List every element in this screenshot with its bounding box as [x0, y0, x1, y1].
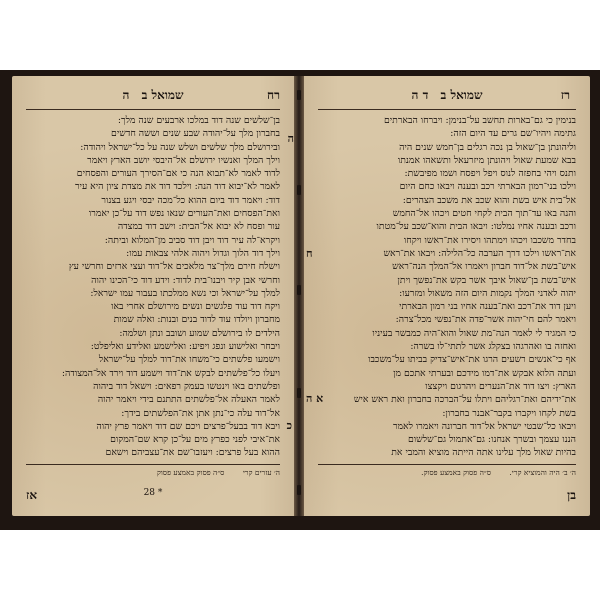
text-line: והנה באו עד־תוך הבית לקחי חטים ויכהו אל־החמש	[392, 208, 576, 220]
text-line: ואת־הפסחים ואת־העורים שנאו נפש דוד על־כן יאמרו	[88, 208, 280, 220]
left-footnote-2: ס״ה פסוק באמצע פסוק	[156, 468, 225, 477]
text-line: הילדים לו בירושלם שמוע ושובב ונתן ושלמה:	[119, 327, 280, 339]
right-footnote-2: ס״ה פסוק באמצע פסוק.	[421, 468, 492, 477]
left-running-title	[26, 88, 280, 103]
text-line: ויבא דוד בבעל־פרצים ויכם שם דוד ויאמר פרץ יהוה	[96, 420, 280, 432]
left-footnote-rule	[26, 464, 280, 465]
text-line: ויען דוד את־רכב ואת־בענה אחיו בני רמון הבארתי	[399, 301, 576, 313]
text-line: ובירושלם מלך שלשים ושלש שנה על כל־ישראל ויהודה:	[80, 141, 280, 153]
text-line: אל־בית איש בשת והוא שכב את משכב הצהרים:	[402, 194, 576, 206]
right-footnote-rule	[318, 464, 576, 465]
text-line: אל־דוד עלה כי־נתן אתן את־הפלשתים בידך:	[121, 407, 280, 419]
text-line: בחדר משכבו ויכהו וימתהו ויסירו את־ראשו ויקחו	[403, 234, 576, 246]
text-line: לאמר האעלה אל־פלשתים התתנם בידי ויאמר יהוה	[97, 394, 280, 406]
text-line: ואחזה בו ואהרגהו בצקלג אשר לתתי־לו בשרה:	[410, 341, 576, 353]
text-line: איש־בשת אל־דוד חברון ויאמרו אל־המלך הנה־ראש	[392, 261, 576, 273]
left-margin-letter-mid: כ	[286, 419, 292, 432]
binding-stitch	[297, 388, 301, 398]
text-line: וילך דוד הלוך וגדול ויהוה אלהי צבאות עמו:	[126, 247, 280, 259]
text-line: ההוא בעל פרצים: ויעזבו־שם את־עצביהם וישאם	[105, 447, 280, 459]
left-page-bottom	[26, 488, 280, 504]
text-line: את־ראשו וילכו דרך הערבה כל־הלילה: ויבאו את־ראש	[383, 247, 576, 259]
text-line: וישלח חירם מלך־צר מלאכים אל־דוד ועצי ארזים וחרשי עץ	[68, 261, 280, 273]
right-margin-letter: ח	[306, 247, 313, 260]
right-footnotes	[318, 468, 576, 482]
binding-stitch	[297, 485, 301, 495]
text-line: הארץ: ויצו דוד את־הנערים ויהרגום ויקצצו	[425, 380, 576, 392]
text-line: ויקרא־לה עיר דוד ויבן דוד סביב מן־המלוא וביתה:	[104, 234, 280, 246]
left-chapter-ref: ה	[122, 88, 130, 102]
text-line: וילכו בני־רמון הבארתי רכב ובענה ויבאו כחם היום	[399, 181, 576, 193]
text-line: ויעלו כל־פלשתים לבקש את־דוד וישמע דוד וירד אל־המצודה:	[61, 367, 280, 379]
right-page	[304, 76, 590, 516]
right-folio: רז	[560, 88, 570, 102]
left-footnotes	[26, 468, 280, 482]
right-page-text	[318, 114, 576, 459]
left-signature: אז	[26, 488, 38, 502]
text-line: את־איבי לפני כפרץ מים על־כן קרא שם־המקום	[110, 434, 280, 446]
text-line: כי המגיד לי לאמר הנה־מת שאול והוא־היה כמבשר בעיניו	[372, 327, 576, 339]
text-line: ועתה הלוא אבקש את־דמו מידכם ובערתי אתכם מן	[393, 367, 576, 379]
text-line: עור ופסח לא יבוא אל־הבית: וישב דוד במצדה	[117, 221, 280, 233]
text-line: בהיות שאול מלך עלינו אתה הייתה מוציא והמבי את	[391, 447, 576, 459]
text-line: ופלשתים באו וינטשו בעמק רפאים: וישאל דוד ביהוה	[93, 380, 280, 392]
left-book-name: שמואל ב	[141, 88, 184, 102]
text-line: ורכב ובענה אחיו נמלטו: ויבאו הבית והוא־שכב על־מטתו	[376, 221, 576, 233]
text-line: בשת לקחו ויקברו בקבר־אבנר בחברון:	[442, 407, 576, 419]
text-line: בבא שמעת שאול ויהונתן מיזרעאל ותשאהו אמנתו	[397, 154, 576, 166]
book-gutter	[294, 76, 304, 516]
binding-stitch	[297, 185, 301, 195]
text-line: ויבאו כל־שבטי ישראל אל־דוד חברונה ויאמרו לאמר	[392, 420, 576, 432]
right-catchword: בן	[567, 488, 576, 502]
text-line: בחברון מלך על־יהודה שבע שנים וששה חדשים	[111, 128, 280, 140]
right-page-bottom	[318, 488, 576, 504]
left-page	[12, 76, 294, 516]
right-running-title	[318, 88, 576, 103]
left-signature-number: 28 *	[143, 488, 163, 498]
text-line: למלך על־ישראל וכי נשא ממלכתו בעבור עמו ישראל:	[90, 287, 280, 299]
text-line: דוד: ויאמר דוד ביום ההוא כל־מכה יבסי ויגע בצנור	[101, 194, 280, 206]
text-line: ותנס ויהי בחפזה לנוס ויפל ויפסח ושמו מפיבשת:	[404, 168, 576, 180]
text-line: בן־שלשים שנה דוד במלכו ארבעים שנה מלך:	[117, 115, 280, 126]
text-line: אף כי־אנשים רשעים הרגו את־איש־צדיק בביתו על־משכבו	[368, 354, 576, 366]
text-line: גתימה ויהיו־שם גרים עד היום הזה:	[450, 128, 576, 140]
right-margin-letters: א ה	[306, 392, 324, 405]
text-line: מחברון ויולדו עוד לדוד בנים ובנות: ואלה שמות	[113, 314, 280, 326]
left-folio: רח	[267, 88, 280, 102]
right-header-rule	[318, 109, 576, 110]
right-book-name: שמואל ב	[440, 88, 483, 102]
binding-stitch	[297, 90, 301, 100]
right-footnote-1: ה׳ ב׳ היה והמוציא קרי.	[509, 468, 576, 477]
text-line: ויקח דוד עוד פלגשים ונשים מירושלם אחרי באו	[111, 301, 280, 313]
open-book	[0, 70, 600, 530]
text-line: איש־בשת בן־שאול איבך אשר בקש את־נפשך ויתן	[397, 274, 576, 286]
text-line: וילך המלך ואנשיו ירושלם אל־היבסי יושב הארץ ויאמר	[87, 154, 280, 166]
text-line: לאמר לא־יבוא דוד הנה: וילכד דוד את מצדת ציון היא עיר	[74, 181, 280, 193]
text-line: ויבחר ואלישוע ונפג ויפיע: ואלישמע ואלידע ואליפלט:	[90, 341, 280, 353]
text-line: לדוד לאמר לא־תבוא הנה כי אם־הסירך העורים והפסחים	[76, 168, 280, 180]
text-line: ויאמר להם חי־יהוה אשר־פדה את־נפשי מכל־צרה:	[395, 314, 576, 326]
text-line: הננו עצמך ובשרך אנחנו: גם־אתמול גם־שלשום	[407, 434, 576, 446]
text-line: וחרשי אבן קיר ויבנו־בית לדוד: וידע דוד כי־הכינו יהוה	[91, 274, 280, 286]
left-page-header	[26, 88, 280, 106]
right-page-header	[318, 88, 576, 106]
left-footnote-1: ה׳ עזרים קרי	[242, 468, 280, 477]
text-line: בנימין כי גם־בארות תחשב על־בנימן: ויברחו הבארתים	[383, 115, 576, 126]
text-line: וישמעו פלשתים כי־משחו את־דוד למלך על־ישראל	[98, 354, 280, 366]
left-header-rule	[26, 109, 280, 110]
left-margin-letter-top: ה	[287, 132, 294, 145]
left-page-text	[26, 114, 280, 459]
binding-stitch	[297, 285, 301, 295]
right-chapter-ref: ד ה	[411, 88, 429, 102]
text-line: וליהונתן בן־שאול בן נכה רגלים בן־חמש שנים היה	[399, 141, 576, 153]
text-line: יהוה לאדני המלך נקמות היום הזה משאול ומזרעו:	[399, 287, 576, 299]
text-line: את־ידיהם ואת־רגליהם ויתלו על־הברכה בחברון ואת ראש איש	[353, 394, 576, 406]
